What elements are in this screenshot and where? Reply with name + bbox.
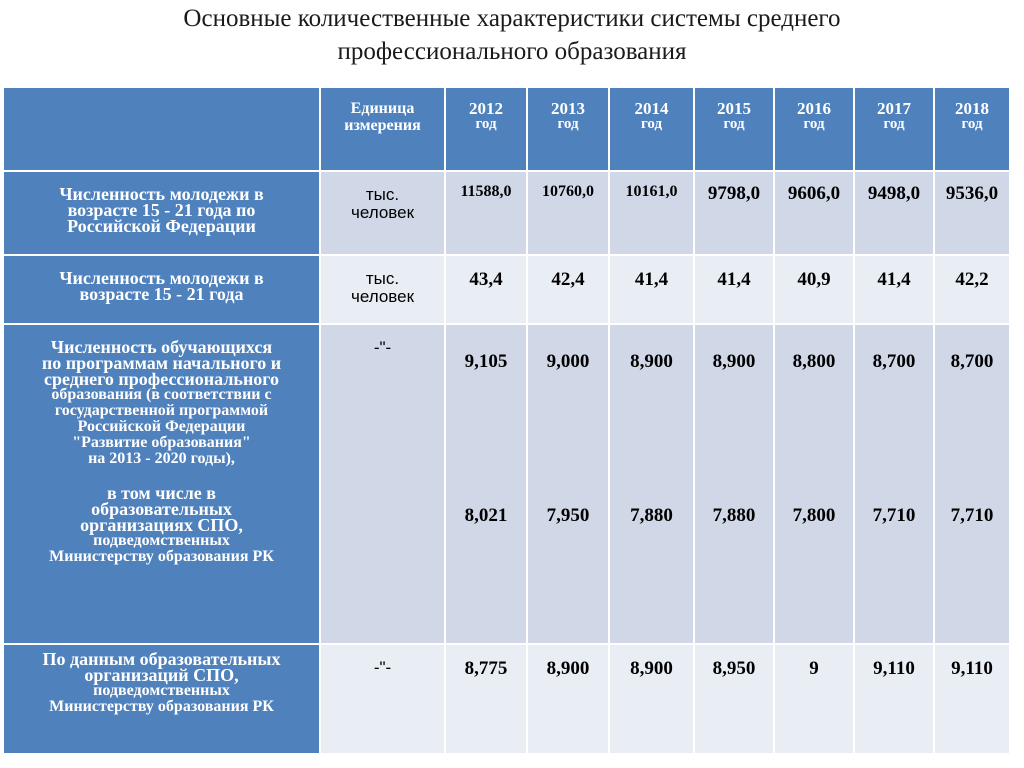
row-label bbox=[3, 644, 320, 754]
header-year-suffix: год bbox=[557, 116, 579, 132]
value-total: 8,700 bbox=[872, 351, 916, 372]
value-spo: 7,710 bbox=[872, 505, 916, 526]
header-unit-line-2: измерения bbox=[344, 117, 421, 134]
header-year-2015 bbox=[694, 87, 774, 171]
value-cell: 9 bbox=[774, 644, 854, 754]
header-year-suffix: год bbox=[803, 116, 825, 132]
value-spo: 7,950 bbox=[546, 505, 590, 526]
header-year-2012 bbox=[445, 87, 527, 171]
value-cell: 9798,0 bbox=[694, 171, 774, 255]
row-label-line: По данным образовательных bbox=[42, 649, 281, 669]
title-line-1: Основные количественные характеристики системы среднего bbox=[183, 5, 841, 32]
header-year-value: 2014 bbox=[634, 99, 669, 118]
value-cell-pair bbox=[854, 324, 934, 644]
unit-line: человек bbox=[350, 287, 415, 306]
value-spo: 7,880 bbox=[712, 505, 756, 526]
value-cell: 9,110 bbox=[854, 644, 934, 754]
row-label-line: Российской Федерации bbox=[77, 418, 246, 435]
table-row bbox=[3, 255, 1010, 324]
row-label bbox=[3, 324, 320, 644]
value-cell: 11588,0 bbox=[445, 171, 527, 255]
row-label-line: образовательных bbox=[91, 499, 232, 519]
row-label-line: подведомственных bbox=[93, 532, 230, 549]
row-unit bbox=[320, 171, 445, 255]
row-label-line: в том числе в bbox=[106, 483, 217, 503]
header-year-2014 bbox=[609, 87, 694, 171]
row-unit: -"- bbox=[320, 324, 445, 644]
value-spo: 8,021 bbox=[464, 505, 508, 526]
value-cell: 41,4 bbox=[854, 255, 934, 324]
header-year-value: 2012 bbox=[469, 99, 503, 118]
row-label-line: Численность молодежи в bbox=[59, 184, 264, 204]
row-label-line: Численность молодежи в bbox=[59, 268, 264, 288]
value-total: 8,800 bbox=[792, 351, 836, 372]
header-year-2016 bbox=[774, 87, 854, 171]
row-label-line: "Развитие образования" bbox=[72, 434, 251, 451]
value-cell-pair bbox=[609, 324, 694, 644]
header-year-suffix: год bbox=[475, 116, 497, 132]
value-cell: 10760,0 bbox=[527, 171, 609, 255]
unit-line: человек bbox=[350, 203, 415, 222]
value-cell-pair bbox=[527, 324, 609, 644]
value-cell-pair bbox=[774, 324, 854, 644]
header-year-2017 bbox=[854, 87, 934, 171]
value-cell-pair bbox=[934, 324, 1010, 644]
header-year-suffix: год bbox=[961, 116, 983, 132]
value-cell: 8,900 bbox=[609, 644, 694, 754]
header-unit-cell bbox=[320, 87, 445, 171]
row-label-line: организациях СПО, bbox=[80, 515, 243, 535]
value-cell: 8,775 bbox=[445, 644, 527, 754]
header-label-cell bbox=[3, 87, 320, 171]
value-total: 8,900 bbox=[630, 351, 673, 372]
unit-line: тыс. bbox=[365, 269, 400, 288]
header-year-value: 2013 bbox=[551, 99, 585, 118]
value-total: 8,700 bbox=[950, 351, 994, 372]
row-label-line: подведомственных bbox=[93, 682, 230, 699]
row-label-line: возрасте 15 - 21 года bbox=[79, 284, 244, 304]
row-label-line: организаций СПО, bbox=[84, 665, 239, 685]
unit-line: тыс. bbox=[365, 185, 400, 204]
value-cell: 8,950 bbox=[694, 644, 774, 754]
value-cell: 9498,0 bbox=[854, 171, 934, 255]
row-label-line: Численность обучающихся bbox=[50, 337, 273, 357]
value-cell: 10161,0 bbox=[609, 171, 694, 255]
value-cell: 42,2 bbox=[934, 255, 1010, 324]
row-label-line: государственной программой bbox=[54, 402, 269, 419]
title-line-2: профессионального образования bbox=[337, 38, 687, 65]
value-cell: 9536,0 bbox=[934, 171, 1010, 255]
row-label bbox=[3, 171, 320, 255]
header-year-value: 2018 bbox=[955, 99, 989, 118]
header-unit-line-1: Единица bbox=[350, 100, 415, 117]
value-spo: 7,880 bbox=[630, 505, 673, 526]
value-cell-pair bbox=[445, 324, 527, 644]
header-year-suffix: год bbox=[723, 116, 745, 132]
value-total: 9,105 bbox=[464, 351, 508, 372]
value-cell: 41,4 bbox=[694, 255, 774, 324]
row-unit bbox=[320, 255, 445, 324]
header-year-value: 2017 bbox=[877, 99, 911, 118]
value-cell-pair bbox=[694, 324, 774, 644]
value-total: 9,000 bbox=[546, 351, 590, 372]
header-year-value: 2016 bbox=[797, 99, 831, 118]
value-cell: 42,4 bbox=[527, 255, 609, 324]
row-label-line: возрасте 15 - 21 года по bbox=[67, 200, 256, 220]
value-total: 8,900 bbox=[712, 351, 756, 372]
row-label-line: на 2013 - 2020 годы), bbox=[88, 450, 235, 467]
header-year-value: 2015 bbox=[717, 99, 751, 118]
row-label-line: по программам начального и bbox=[41, 353, 282, 373]
header-year-suffix: год bbox=[883, 116, 905, 132]
value-cell: 9606,0 bbox=[774, 171, 854, 255]
row-label bbox=[3, 255, 320, 324]
table-row bbox=[3, 171, 1010, 255]
value-cell: 41,4 bbox=[609, 255, 694, 324]
header-year-2013 bbox=[527, 87, 609, 171]
value-cell: 43,4 bbox=[445, 255, 527, 324]
header-row bbox=[3, 87, 1010, 171]
row-label-line: среднего профессионального bbox=[43, 369, 280, 389]
value-cell: 40,9 bbox=[774, 255, 854, 324]
header-year-suffix: год bbox=[640, 116, 663, 132]
table-row bbox=[3, 644, 1010, 754]
row-label-line: образования (в соответствии с bbox=[51, 386, 272, 403]
row-label-line: Министерству образования РК bbox=[49, 548, 274, 565]
value-cell: 8,900 bbox=[527, 644, 609, 754]
page-title bbox=[0, 2, 1024, 68]
row-label-line: Министерству образования РК bbox=[49, 698, 274, 715]
table-row bbox=[3, 324, 1010, 644]
value-spo: 7,800 bbox=[792, 505, 836, 526]
header-year-2018 bbox=[934, 87, 1010, 171]
row-label-line: Российской Федерации bbox=[67, 216, 256, 236]
education-stats-table bbox=[2, 86, 1011, 755]
row-unit: -"- bbox=[320, 644, 445, 754]
value-cell: 9,110 bbox=[934, 644, 1010, 754]
value-spo: 7,710 bbox=[950, 505, 994, 526]
